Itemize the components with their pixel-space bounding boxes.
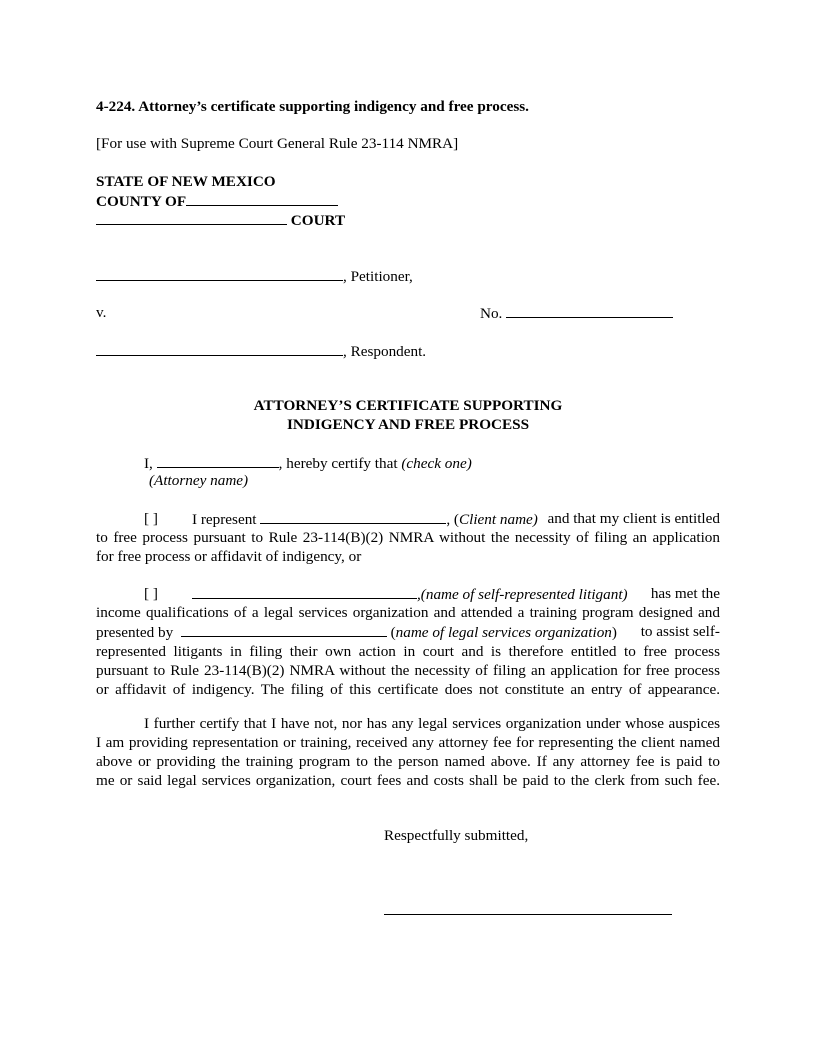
option2-line5: pursuant to Rule 23-114(B)(2) NMRA without the necessity of filing an application for free process [96, 662, 720, 679]
petitioner-label: , Petitioner, [343, 268, 413, 285]
respectfully-submitted: Respectfully submitted, [384, 827, 529, 844]
court-label: COURT [290, 212, 346, 229]
state-label: STATE OF NEW MEXICO [96, 173, 276, 190]
option2-line4: represented litigants in filing their own action in court and is therefore entitled to free process [96, 643, 720, 660]
court-line [96, 210, 345, 230]
check-one-instruction: (check one) [401, 455, 472, 472]
respondent-label: , Respondent. [343, 343, 427, 360]
litigant-hint: ,(name of self-represented litigant) [417, 586, 628, 603]
certify-prefix: I, [144, 455, 153, 472]
option1-line1-end: and that my client is entitled [547, 510, 720, 527]
petitioner-blank[interactable] [96, 266, 343, 281]
option1-line2: to free process pursuant to Rule 23-114(B)(2) NMRA without the necessity of filing an application [96, 529, 720, 546]
option2-line1 [192, 584, 720, 604]
form-heading: 4-224. Attorney’s certificate supporting indigency and free process. [96, 98, 529, 115]
petitioner-line [96, 266, 413, 286]
respondent-line [96, 341, 426, 361]
further-line2: I am providing representation or training, received any attorney fee for representing the client named [96, 734, 720, 751]
county-blank[interactable] [186, 191, 338, 206]
signature-line[interactable] [384, 914, 672, 915]
option2-line2: income qualifications of a legal services organization and attended a training program designed and [96, 604, 720, 621]
option1-line3: for free process or affidavit of indigency, or [96, 548, 362, 565]
usage-note: [For use with Supreme Court General Rule 23-114 NMRA] [96, 135, 459, 152]
option2-line3-end: to assist self- [640, 623, 720, 640]
client-name-blank[interactable] [260, 509, 446, 524]
option1-represent: I represent [192, 511, 257, 528]
further-line1: I further certify that I have not, nor has any legal services organization under whose auspices [144, 715, 720, 732]
case-number-label: No. [480, 305, 503, 322]
org-name-blank[interactable] [181, 622, 387, 637]
further-certify-paragraph [96, 714, 720, 790]
certificate-title-line2: INDIGENCY AND FREE PROCESS [286, 416, 530, 433]
further-line4: me or said legal services organization, court fees and costs shall be paid to the clerk from such fee. [96, 772, 720, 789]
org-hint-open: ( [390, 624, 396, 641]
org-hint: name of legal services organization [395, 624, 612, 641]
attorney-name-blank[interactable] [157, 453, 279, 468]
option2-checkbox[interactable]: [ ] [144, 585, 158, 602]
certificate-title-line1: ATTORNEY’S CERTIFICATE SUPPORTING [253, 397, 563, 414]
client-name-hint: Client name) [458, 511, 538, 528]
versus-label: v. [96, 304, 107, 321]
option1-checkbox[interactable]: [ ] [144, 510, 158, 527]
case-number-line [480, 303, 673, 323]
respondent-blank[interactable] [96, 341, 343, 356]
org-hint-close: ) [611, 624, 617, 641]
option2-line1-end: has met the [650, 585, 720, 602]
litigant-name-blank[interactable] [192, 584, 417, 599]
option2-line6: or affidavit of indigency. The filing of this certificate does not constitute an entry of appearance. [96, 681, 720, 698]
option1-line1 [192, 509, 720, 529]
option2-body [96, 603, 720, 699]
further-line3: above or providing the training program to the person named above. If any attorney fee is paid to [96, 753, 720, 770]
client-hint-open: , ( [446, 511, 459, 528]
attorney-name-hint: (Attorney name) [149, 472, 249, 489]
option2-line3 [96, 622, 720, 642]
case-number-blank[interactable] [506, 303, 673, 318]
option1-body [96, 528, 720, 566]
certify-line [144, 453, 472, 473]
county-label: COUNTY OF [96, 193, 187, 210]
county-line [96, 191, 338, 211]
presented-by-label: presented by [96, 624, 174, 641]
court-blank[interactable] [96, 210, 287, 225]
certify-suffix: , hereby certify that [278, 455, 398, 472]
